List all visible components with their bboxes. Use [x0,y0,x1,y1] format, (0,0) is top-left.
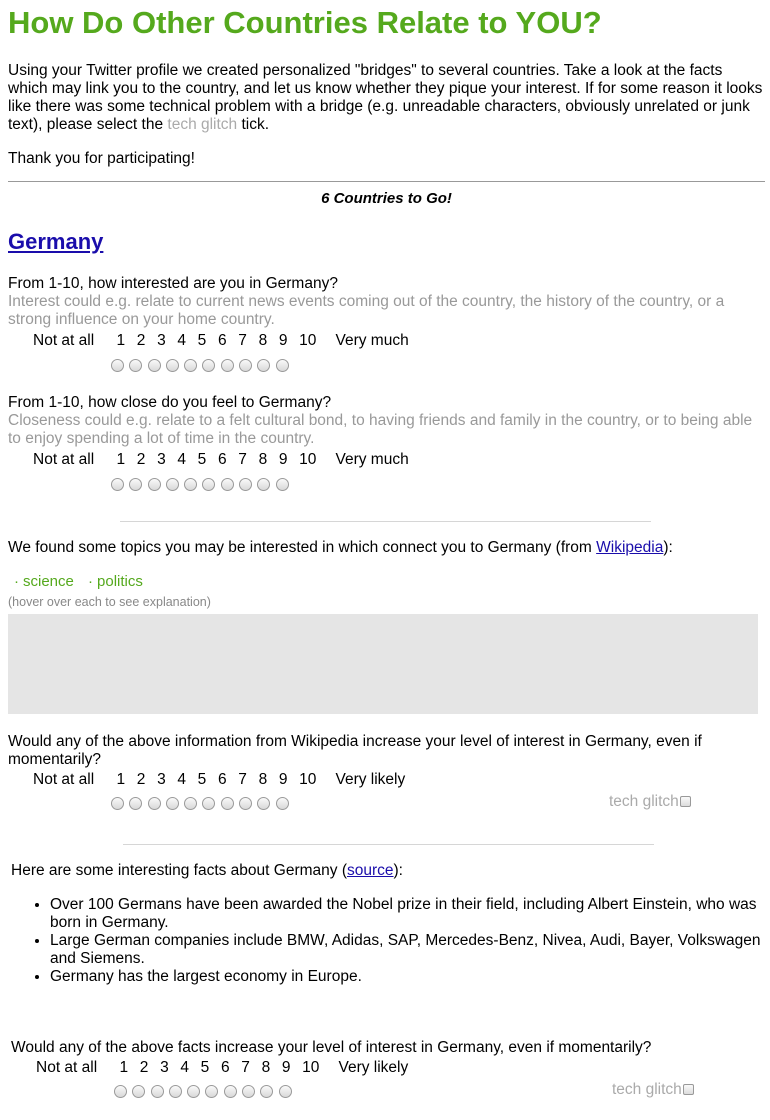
rating-radio[interactable] [202,797,215,810]
scale-number: 9 [278,451,288,468]
facts-list [14,896,770,986]
scale-number: 7 [238,451,247,468]
intro-text-start: Using your Twitter profile we created personalized "bridges" to several countries. Take a look at the facts which may link you to the country, and let us know whether they pique your interest. If for some reason it looks like there was some technical problem with a bridge (e.g. unreadable characters, obviously unrelated or junk text), please select the [8,62,763,133]
country-link-germany[interactable]: Germany [8,229,104,254]
topic-science[interactable]: science [23,573,74,590]
scale-number: 8 [258,451,268,468]
scale-number: 8 [258,771,268,788]
facts-intro [11,862,403,880]
question-wiki [8,733,764,769]
intro-text-end: tick. [237,116,270,133]
rating-radio[interactable] [279,1085,292,1098]
topic-list [14,573,153,591]
divider [123,844,654,845]
closeness-scale-labels [33,451,409,469]
scale-low-label: Not at all [33,451,95,468]
tech-glitch-checkbox[interactable] [680,796,691,807]
bullet-dot: · [14,573,19,590]
rating-radio[interactable] [111,359,124,372]
scale-number: 6 [217,771,227,788]
scale-numbers [116,332,323,350]
question-interest [8,275,764,329]
question-interest-hint: Interest could e.g. relate to current news events coming out of the country, the history of the country, or a strong influence on your home country. [8,293,725,328]
rating-radio[interactable] [129,359,142,372]
question-closeness-hint: Closeness could e.g. relate to a felt cultural bond, to having friends and family in the country, or to being able to enjoy spending a lot of time in the country. [8,412,753,447]
rating-radio[interactable] [114,1085,127,1098]
rating-radio[interactable] [166,478,179,491]
rating-radio[interactable] [148,359,161,372]
rating-radio[interactable] [239,359,252,372]
tech-glitch-label: tech glitch [609,793,679,810]
scale-number: 9 [278,332,288,349]
tech-glitch-checkbox[interactable] [683,1084,694,1095]
facts-scale-labels [36,1059,408,1077]
scale-number: 3 [157,771,166,788]
hover-hint: (hover over each to see explanation) [8,595,211,609]
rating-radio[interactable] [276,478,289,491]
scale-high-label: Very likely [335,771,406,788]
list-item: • Large German companies include BMW, Adidas, SAP, Mercedes-Benz, Nivea, Audi, Bayer, Volkswagen and Siemens. [50,932,770,968]
rating-radio[interactable] [221,359,234,372]
rating-radio[interactable] [169,1085,182,1098]
rating-radio[interactable] [257,359,270,372]
scale-number: 5 [197,451,207,468]
rating-radio[interactable] [276,359,289,372]
scale-number: 6 [217,332,227,349]
tech-glitch-facts[interactable] [612,1081,694,1099]
tech-glitch-label: tech glitch [612,1081,682,1098]
scale-numbers [116,451,323,469]
source-link[interactable]: source [346,862,394,879]
rating-radio[interactable] [184,359,197,372]
rating-radio[interactable] [151,1085,164,1098]
rating-radio[interactable] [221,797,234,810]
rating-radio[interactable] [184,478,197,491]
interest-radio-group[interactable] [111,357,294,375]
scale-low-label: Not at all [36,1059,98,1076]
scale-number: 10 [299,332,317,349]
rating-radio[interactable] [202,478,215,491]
wiki-intro [8,539,673,557]
scale-number: 6 [220,1059,230,1076]
scale-number: 3 [157,332,166,349]
question-facts-text: Would any of the above facts increase your level of interest in Germany, even if momentarily? [11,1039,652,1056]
scale-number: 5 [200,1059,210,1076]
closeness-radio-group[interactable] [111,476,294,494]
scale-number: 1 [119,1059,129,1076]
scale-number: 2 [136,332,146,349]
scale-number: 10 [299,771,317,788]
question-facts [11,1039,767,1057]
scale-number: 4 [177,451,186,468]
rating-radio[interactable] [257,797,270,810]
rating-radio[interactable] [111,478,124,491]
scale-number: 9 [278,771,288,788]
scale-number: 2 [136,451,146,468]
rating-radio[interactable] [221,478,234,491]
scale-high-label: Very likely [338,1059,409,1076]
wiki-intro-end: ): [663,539,673,556]
interest-scale-labels [33,332,409,350]
divider [120,521,651,522]
scale-number: 7 [238,771,247,788]
list-item: • Over 100 Germans have been awarded the Nobel prize in their field, including Albert Einstein, who was born in Germany. [50,896,770,932]
topic-politics[interactable]: politics [97,573,143,590]
scale-number: 1 [116,771,126,788]
scale-number: 9 [281,1059,291,1076]
scale-high-label: Very much [335,451,409,468]
scale-number: 2 [139,1059,149,1076]
scale-high-label: Very much [335,332,409,349]
scale-number: 6 [217,451,227,468]
facts-intro-text: Here are some interesting facts about Germany ( [11,862,347,879]
scale-numbers [119,1059,326,1077]
rating-radio[interactable] [129,478,142,491]
rating-radio[interactable] [224,1085,237,1098]
facts-radio-group[interactable] [114,1083,297,1101]
scale-number: 7 [241,1059,250,1076]
rating-radio[interactable] [166,797,179,810]
facts-intro-end: ): [393,862,403,879]
intro-text [8,62,764,134]
bullet-dot: · [88,573,94,590]
scale-number: 1 [116,332,126,349]
scale-number: 5 [197,771,207,788]
scale-number: 3 [157,451,166,468]
rating-radio[interactable] [205,1085,218,1098]
rating-radio[interactable] [187,1085,200,1098]
question-closeness [8,394,764,448]
scale-number: 1 [116,451,126,468]
scale-low-label: Not at all [33,771,95,788]
scale-number: 4 [180,1059,189,1076]
page-title: How Do Other Countries Relate to YOU? [8,5,602,40]
wiki-radio-group[interactable] [111,795,294,813]
list-item: • Germany has the largest economy in Europe. [50,968,770,986]
rating-radio[interactable] [242,1085,255,1098]
rating-radio[interactable] [148,797,161,810]
topic-explanation-box [8,614,758,714]
divider [8,181,765,182]
rating-radio[interactable] [202,359,215,372]
scale-number: 7 [238,332,247,349]
wiki-intro-text: We found some topics you may be interested in which connect you to Germany (from [8,539,597,556]
scale-number: 5 [197,332,207,349]
scale-number: 8 [261,1059,271,1076]
scale-number: 2 [136,771,146,788]
rating-radio[interactable] [132,1085,145,1098]
question-wiki-text: Would any of the above information from Wikipedia increase your level of interest in Germany, even if momentarily? [8,733,702,768]
rating-radio[interactable] [239,797,252,810]
scale-number: 8 [258,332,268,349]
rating-radio[interactable] [184,797,197,810]
rating-radio[interactable] [148,478,161,491]
question-interest-text: From 1-10, how interested are you in Germany? [8,275,338,292]
intro-tech-glitch-term: tech glitch [167,116,238,133]
thanks-text: Thank you for participating! [8,150,195,167]
rating-radio[interactable] [111,797,124,810]
scale-numbers [116,771,323,789]
rating-radio[interactable] [129,797,142,810]
countries-remaining: 6 Countries to Go! [321,190,452,207]
rating-radio[interactable] [260,1085,273,1098]
tech-glitch-wiki[interactable] [609,793,691,811]
rating-radio[interactable] [239,478,252,491]
scale-number: 4 [177,332,186,349]
wikipedia-link[interactable]: Wikipedia [596,539,664,556]
scale-low-label: Not at all [33,332,95,349]
question-closeness-text: From 1-10, how close do you feel to Germany? [8,394,332,411]
rating-radio[interactable] [257,478,270,491]
scale-number: 10 [299,451,317,468]
scale-number: 4 [177,771,186,788]
scale-number: 10 [302,1059,320,1076]
rating-radio[interactable] [276,797,289,810]
rating-radio[interactable] [166,359,179,372]
wiki-scale-labels [33,771,405,789]
scale-number: 3 [160,1059,169,1076]
